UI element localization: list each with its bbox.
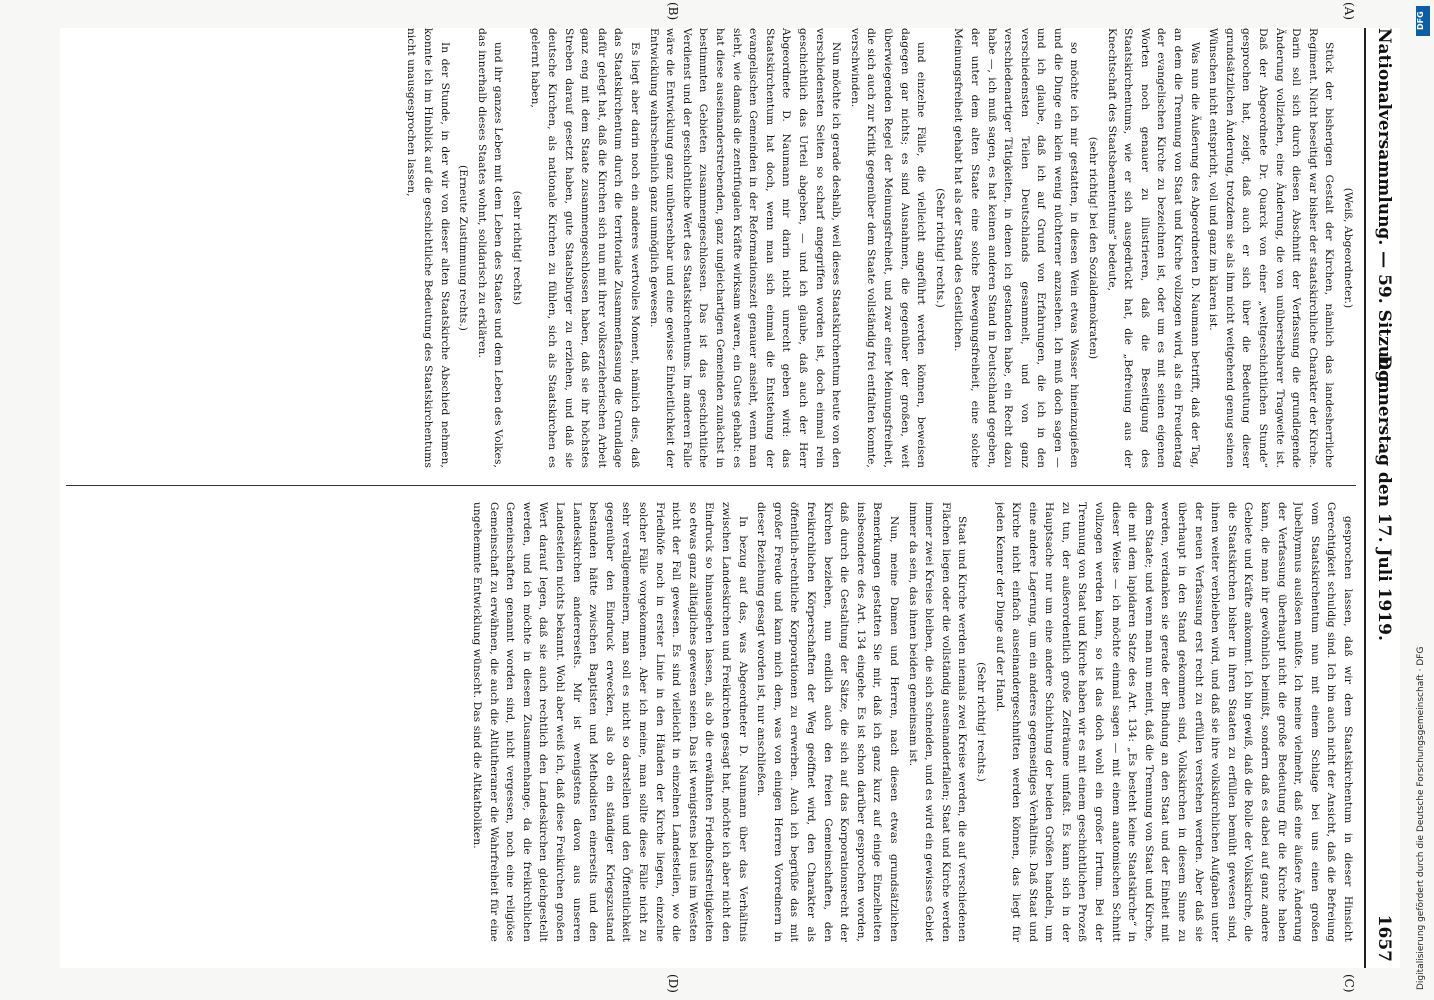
paragraph: Es liegt aber darin noch ein anderes wertvolles Moment, nämlich dies, daß das Staatskirchentum durch die territoriale Zusammenfassung die Grundlage dafür gelegt hat, daß die Kirchen sich nun mit ihrer volkserzieherischen Arbeit ganz eng mit dem Staate zusammengeschlossen haben, daß sie ihr höchstes Streben darauf gesetzt haben, gute Staatsbürger zu erziehen, und daß sie deutsche Kirchen, als nationale Kirchen zu fühlen, sich als Staatskirchen es gelernt haben, xyxy=(529,28,642,468)
left-column xyxy=(66,28,1356,468)
column-divider xyxy=(66,485,1356,486)
interjection: (Erneute Zustimmung rechts.) xyxy=(457,165,470,331)
paragraph: und ihr ganzes Leben mit dem Leben des Staates und dem Leben des Volkes, das innerhalb dieses Staates wohnt, solidarisch zu erklären. xyxy=(475,28,505,468)
header-date: Donnerstag den 17. Juli 1919. xyxy=(1374,355,1394,641)
speaker-line: (Weiß, Abgeordneter.) xyxy=(1342,187,1354,309)
margin-marker-b: (B) xyxy=(666,2,680,21)
document-page xyxy=(60,2,1400,993)
right-column xyxy=(66,502,1356,942)
paragraph: Was nun die Äußerung des Abgeordneten D. Naumann betrifft, daß der Tag, an dem die Trennung von Staat und Kirche vollzogen wird, als ein Freudentag der evangelischen Kirche zu bezeichnen ist, oder um es mit seinen eigenen Worten noch genauer zu illustrieren, daß die Beseitigung des Staatskirchentums, wie er sich ausgedrückt hat, die „Befreiung aus der Knechtschaft des Staatsbeamtentums“ bedeute, xyxy=(1105,28,1201,468)
dfg-logo: DFG xyxy=(1416,6,1430,36)
interjection: (sehr richtig! bei den Sozialdemokraten) xyxy=(1087,136,1100,360)
page-header xyxy=(1362,28,1400,968)
margin-marker-c: (C) xyxy=(1342,974,1356,993)
margin-marker-d: (D) xyxy=(666,974,680,993)
margin-marker-a: (A) xyxy=(1342,2,1356,21)
paragraph: In der Stunde, in der wir von dieser alten Staatskirche Abschied nehmen, konnte ich im Hinblick auf die geschichtliche Bedeutung des Staatskirchentums nicht unausgesprochen lassen, xyxy=(405,28,451,468)
paragraph: so möchte ich mir gestatten, in diesen Wein etwas Wasser hineinzugießen und die Dinge ein klein wenig nüchterner anzusehen. Ich muß doch sagen — und ich glaube, daß ich auf Grund von Erfahrungen, die ich in den verschiedensten Teilen Deutschlands gesammelt, und von ganz verschiedenartiger Tätigkeiten, in denen ich gestanden habe, ein Recht dazu habe —, ich muß sagen, es hat keinen anderen Stand in Deutschland gegeben, der unter dem alten Staate eine solche Bewegungsfreiheit, eine solche Meinungsfreiheit gehabt hat als der Stand des Geistlichen. xyxy=(952,28,1081,468)
paragraph: Stück der bisherigen Gestalt der Kirchen, nämlich das landesherrliche Regiment. Nicht beseitigt war bisher der staatskirchliche Charakter der Kirche. Darin soll sich durch diesen Abschnitt der Verfassung die grundlegende Änderung vollziehen, eine Änderung, die von unübersehbarer Tragweite ist. Daß der Abgeordnete Dr. Quarck von einer „weltgeschichtlichen Stunde“ gesprochen hat, zeigt, daß auch er sich über die Bedeutung dieser grundsätzlichen Änderung, trotzdem sie als ihm nicht weitgehend genug seinen Wünschen nicht entspricht, voll und ganz im klaren ist. xyxy=(1207,28,1336,468)
paragraph: und einzelne Fälle, die vielleicht angeführt werden können, beweisen dagegen gar nichts; es sind Ausnahmen, die gegenüber der großen, weit überwiegenden Regel der Meinungsfreiheit, und zwar einer Meinungsfreiheit, die sich auch zur Kritik gegenüber dem Staate vollständig frei entfalten konnte, verschwinden. xyxy=(848,28,928,468)
paragraph: gesprochen lassen, daß wir dem Staatskirchentum in dieser Hinsicht Gerechtigkeit schuldig sind. Ich bin auch nicht der Ansicht, daß die Befreiung vom Staatskirchentum nun mit einem Schlage bei uns einen großen Jubelhymnus auslösen müßte. Ich meine vielmehr, daß eine äußere Änderung der Verfassung überhaupt nicht die große Bedeutung für die Kirche haben kann, die man ihr gewöhnlich beimißt, sondern daß es dabei auf ganz andere Gebiete und Kräfte ankommt. Ich bin gewiß, daß die Rolle der Volkskirche, die die Staatskirchen bisher in ihren Staaten zu erfüllen bemüht gewesen sind, ihnen weiter verbleiben wird, und daß sie ihre volkskirchlichen Aufgaben unter der neuen Verfassung erst recht zu erfüllen verstehen werden. Aber daß sie überhaupt in den Stand gekommen sind, Volkskirchen in diesem Sinne zu werden, verdanken sie gerade der Bindung an den Staat und der Einheit mit dem Staate; und wenn man nun meint, daß die Trennung von Staat und Kirche, die mit dem lapidaren Satze des Art. 134: „Es besteht keine Staatskirche“ in dieser Weise — ich möchte einmal sagen — mit einem anatomischen Schnitt vollzogen werden kann, so ist das doch wohl ein großer Irrtum. Bei der Trennung von Staat und Kirche haben wir es mit einem geschichtlichen Prozeß zu tun, der außerordentlich große Zeiträume umfaßt. Es kann sich in der Hauptsache nur um eine andere Schichtung der beiden Größen handeln, um eine andere Lagerung, um ein anderes gegenseitiges Verhältnis. Daß Staat und Kirche nicht einfach auseinandergeschnitten werden können, das liegt für jeden Kenner der Dinge auf der Hand. xyxy=(993,502,1354,942)
header-left: Nationalversammlung. — 59. Sitzung. xyxy=(1374,28,1394,389)
interjection: (Sehr richtig! rechts.) xyxy=(933,188,946,308)
paragraph: In bezug auf das, was Abgeordneter D. Naumann über das Verhältnis zwischen Landeskirchen und Freikirchen gesagt hat, möchte ich aber nicht den Eindruck so hinausgehen lassen, als ob die erwähnten Friedhofsstreitigkeiten so etwas ganz alltägliches gewesen seien. Das ist wenigstens bei uns im Westen nicht der Fall gewesen. Es sind vielleicht in einzelnen Landesteilen, wo die Friedhöfe noch in erster Linie in den Händen der Kirche liegen, einzelne solcher Fälle vorgekommen. Aber ich meine, man sollte diese Fälle nicht zu sehr verallgemeinern, man soll es nicht so darstellen und den Öffentlichkeit gegenüber den Eindruck erwecken, als ob ein ständiger Kriegszustand bestanden hätte zwischen Baptisten und Methodisten einerseits und den Landeskirchen andererseits. Mir ist wenigstens davon aus unseren Landesteilen nichts bekannt. Wohl aber weiß ich, daß diese Freikirchen großen Wert darauf legen, daß sie auch rechtlich den Landeskirchen gleichgestellt werden, und ich möchte in diesem Zusammenhange, da die freikirchlichen Gemeinschaften genannt worden sind, nicht vergessen, noch eine religiöse Gemeinschaft zu erwähnen, die auch die Altlutheraner die Wahrfreiheit für eine ungehemmte Entwicklung wünscht. Das sind die Altkatholiken. xyxy=(471,502,749,942)
paragraph: Staat und Kirche werden niemals zwei Kreise werden, die auf verschiedenen Flächen liegen oder die vollständig auseinanderfallen; Staat und Kirche werden immer zwei Kreise bleiben, die sich schneiden, und es wird ein gewisses Gebiet immer da sein, das ihnen beiden gemeinsam ist. xyxy=(906,502,969,942)
interjection: (Sehr richtig! rechts.) xyxy=(974,662,987,782)
interjection: (sehr richtig! rechts) xyxy=(510,190,523,306)
header-rule xyxy=(1364,28,1366,968)
paragraph: Nun möchte ich gerade deshalb, weil dieses Staatskirchentum heute von den verschiedensten Seiten so scharf angegriffen worden ist, doch einmal rein geschichtlich das Urteil abgeben, — und ich glaube, daß auch der Herr Abgeordnete D. Naumann mir darin nicht unrecht geben wird: das Staatskirchentum hat doch, wenn man sich einmal die Entstehung der evangelischen Gemeinden in der Reformationszeit genauer ansieht, wenn man sieht, wie damals die zentrifugalen Kräfte wirksam waren, ein Gutes gehabt: es hat diese auseinanderstrebenden, ganz ungleichartigen Gemeinden zunächst in bestimmten Gebieten zusammengeschlossen. Das ist das geschichtliche Verdienst und der geschichtliche Wert des Staatskirchentums. Im anderen Falle wäre die Entwicklung ganz unübersehbar und eine gewisse Einheitlichkeit der Entwicklung wahrscheinlich ganz unmöglich gewesen. xyxy=(647,28,843,468)
paragraph: Nun, meine Damen und Herren, nach diesen etwas grundsätzlichen Bemerkungen gestatten Sie mir, daß ich ganz kurz auf einige Einzelheiten insbesondere des Art. 134 eingehe. Es ist schon darüber gesprochen worden, daß durch die Gestaltung der Sätze, die sich auf das Korporationsrecht der Kirchen beziehen, nun endlich auch den freien Gemeinschaften, den freikirchlichen Körperschaften der Weg geöffnet wird, den Charakter als öffentlich-rechtliche Korporationen zu erwerben. Auch ich begrüße das mit großer Freude und kann mich dem, was von einigen Herren Vorrednern in dieser Beziehung gesagt worden ist, nur anschließen. xyxy=(755,502,900,942)
page-number: 1657 xyxy=(1374,914,1394,962)
digitization-note: Digitalisierung gefördert durch die Deutsche Forschungsgemeinschaft · DFG xyxy=(1416,646,1426,990)
